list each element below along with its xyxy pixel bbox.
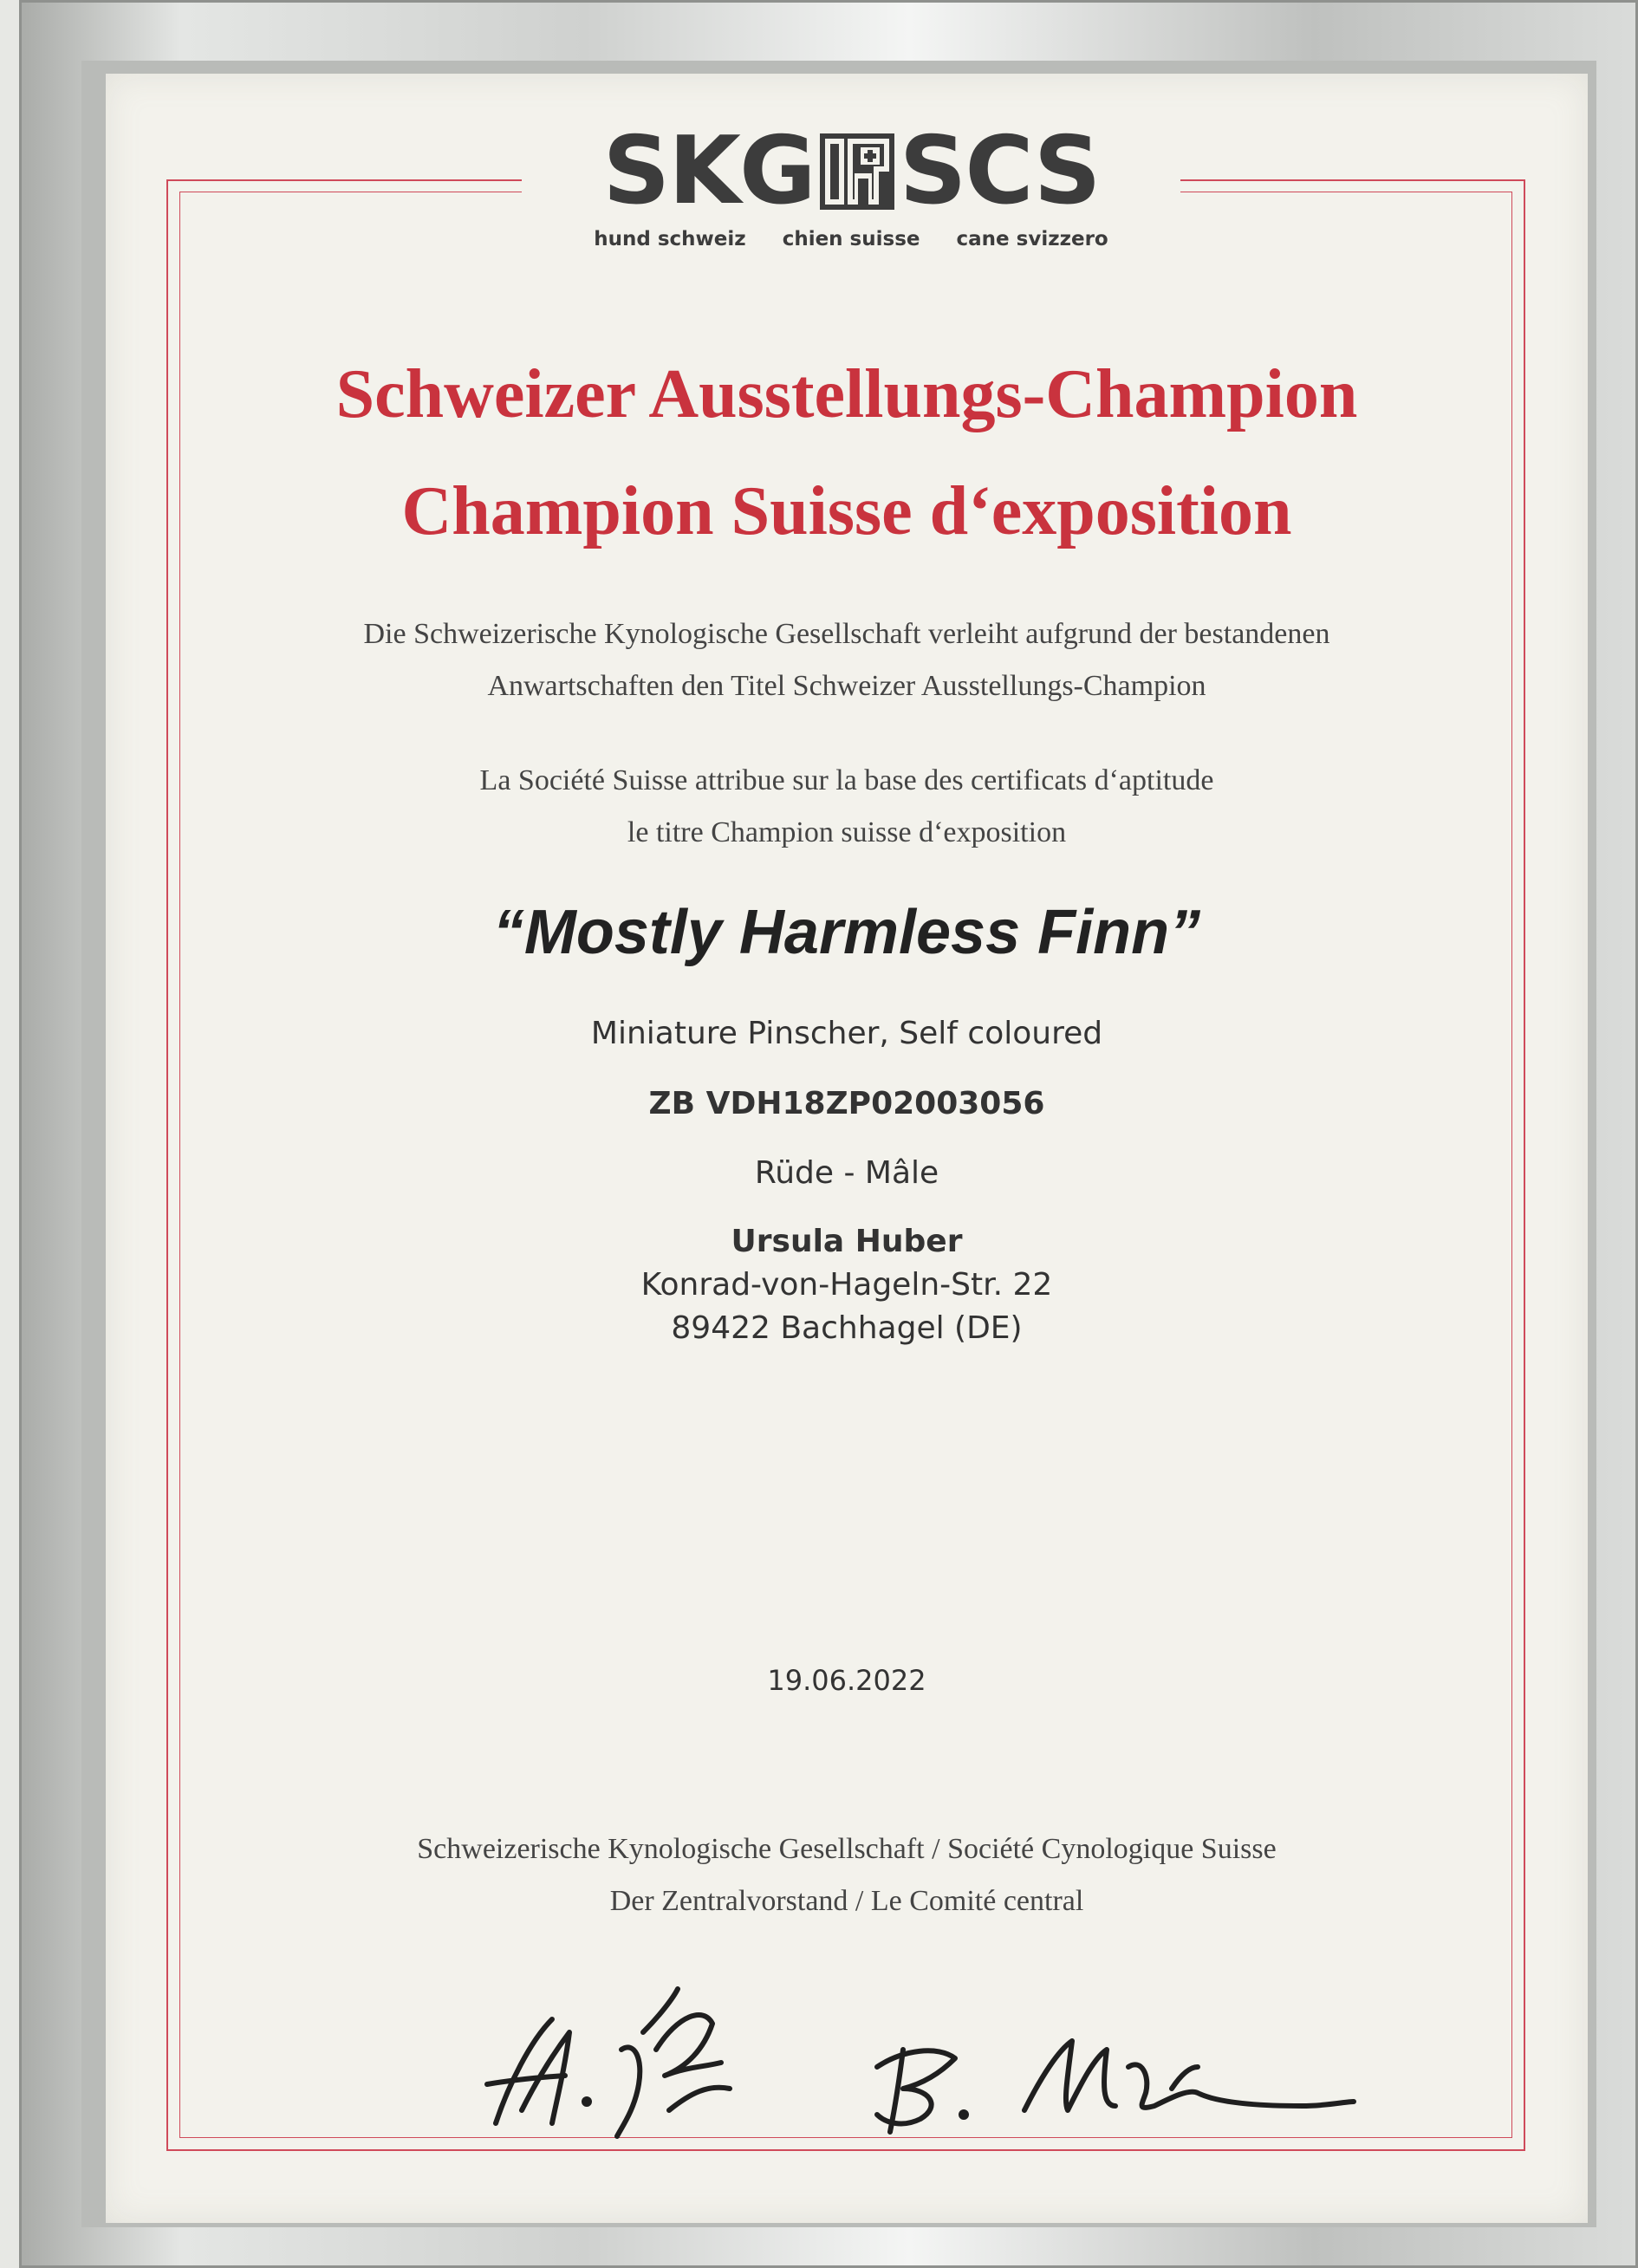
logo-left-text: SKG xyxy=(602,117,815,225)
footer-organization: Schweizerische Kynologische Gesellschaft / Société Cynologique Suisse xyxy=(417,1833,1277,1865)
owner-street: Konrad-von-Hageln-Str. 22 xyxy=(640,1267,1053,1303)
logo-sub-labels xyxy=(522,228,1180,250)
registration-number: ZB VDH18ZP02003056 xyxy=(648,1086,1045,1121)
logo-right-text: SCS xyxy=(899,117,1100,225)
footer-committee: Der Zentralvorstand / Le Comité central xyxy=(609,1885,1084,1917)
logo-main-row xyxy=(522,117,1180,225)
skg-scs-logo xyxy=(522,117,1180,273)
logo-sub-label-de: hund schweiz xyxy=(594,228,746,250)
intro-german-line-2: Anwartschaften den Titel Schweizer Ausstellungs-Champion xyxy=(487,670,1206,702)
signatures xyxy=(470,1937,1423,2171)
owner-name: Ursula Huber xyxy=(731,1224,963,1259)
owner-city: 89422 Bachhagel (DE) xyxy=(671,1310,1023,1346)
title-french: Champion Suisse d‘exposition xyxy=(401,473,1292,549)
signature-right xyxy=(877,2041,1354,2132)
title-german: Schweizer Ausstellungs-Champion xyxy=(335,356,1358,432)
certificate-paper xyxy=(106,74,1588,2223)
intro-german-line-1: Die Schweizerische Kynologische Gesellschaft verleiht aufgrund der bestandenen xyxy=(363,618,1330,650)
signature-left xyxy=(487,1989,730,2136)
dog-sex: Rüde - Mâle xyxy=(754,1155,939,1191)
award-date: 19.06.2022 xyxy=(767,1664,926,1697)
intro-french-line-2: le titre Champion suisse d‘exposition xyxy=(627,816,1067,848)
dog-name: “Mostly Harmless Finn” xyxy=(492,898,1201,967)
logo-sub-label-fr: chien suisse xyxy=(782,228,920,250)
swiss-dog-emblem-icon xyxy=(818,127,896,218)
picture-frame xyxy=(19,0,1638,2268)
logo-sub-label-it: cane svizzero xyxy=(956,228,1108,250)
intro-french-line-1: La Société Suisse attribue sur la base des certificats d‘aptitude xyxy=(479,764,1214,796)
dog-breed: Miniature Pinscher, Self coloured xyxy=(590,1016,1103,1051)
